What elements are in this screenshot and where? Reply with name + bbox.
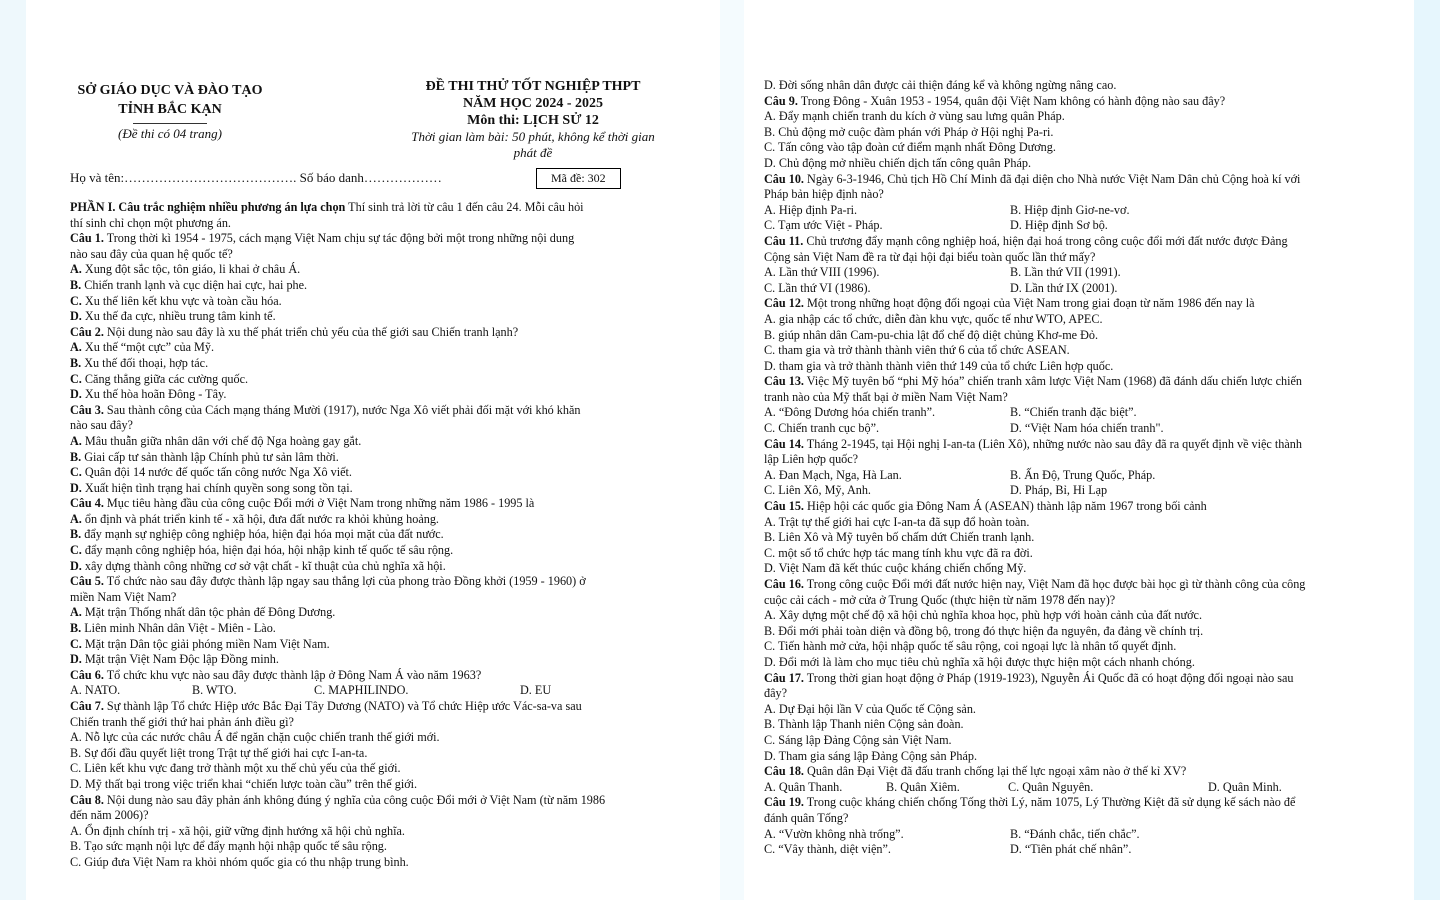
text-line <box>70 621 710 637</box>
question-label: B. <box>70 527 82 542</box>
question-text: B. Thành lập Thanh niên Cộng sản đoàn. <box>764 717 964 732</box>
question-label: Câu 14. <box>764 436 804 451</box>
text-line <box>764 156 1404 172</box>
answer-option: D. “Tiên phát chế nhân”. <box>1010 842 1132 857</box>
question-label: Câu 1. <box>70 231 104 246</box>
text-line <box>764 671 1404 687</box>
question-label: Câu 9. <box>764 93 798 108</box>
question-text: A. Trật tự thế giới hai cực I-an-ta đã sụp đổ hoàn toàn. <box>764 514 1030 529</box>
text-line <box>70 855 710 871</box>
question-text: D. Tham gia sáng lập Đảng Cộng sản Pháp. <box>764 748 978 763</box>
question-label: C. <box>70 636 82 651</box>
text-line <box>764 94 1404 110</box>
question-text: miền Nam Việt Nam? <box>70 589 177 604</box>
answer-option: D. Hiệp định Sơ bộ. <box>1010 218 1108 233</box>
question-text: Quân đội 14 nước đế quốc tấn công nước Nga Xô viết. <box>81 465 352 480</box>
text-line <box>70 746 710 762</box>
text-line <box>70 668 710 684</box>
question-text: Trong thời kì 1954 - 1975, cách mạng Việt Nam chịu sự tác động bởi một trong những nội dung <box>103 231 575 246</box>
text-line <box>70 481 710 497</box>
question-text: Sự thành lập Tổ chức Hiệp ước Bắc Đại Tây Dương (NATO) và Tổ chức Hiệp ước Vác-sa-va sau <box>103 699 582 713</box>
question-label: B. <box>70 449 82 464</box>
question-text: C. một số tổ chức hợp tác mang tính khu vực đã ra đời. <box>764 545 1033 560</box>
subject: Môn thi: LỊCH SỬ 12 <box>467 113 599 128</box>
question-text: B. giúp nhân dân Cam-pu-chia lật đổ chế độ diệt chủng Khơ-me Đỏ. <box>764 327 1099 342</box>
question-text: B. Liên Xô và Mỹ tuyên bố chấm dứt Chiến tranh lạnh. <box>764 530 1035 545</box>
question-label: Câu 15. <box>764 499 804 514</box>
question-label: A. <box>70 340 82 355</box>
question-text: ổn định và phát triển kinh tế - xã hội, đưa đất nước ra khỏi khủng hoảng. <box>81 511 439 526</box>
question-text: Mục tiêu hàng đầu của công cuộc Đổi mới ở Việt Nam trong những năm 1986 - 1995 là <box>103 496 535 511</box>
question-label: A. <box>70 433 82 448</box>
question-text: Ngày 6-3-1946, Chủ tịch Hồ Chí Minh đã đại diện cho Nhà nước Việt Nam Dân chủ Cộng hoà kí với <box>803 171 1301 186</box>
answer-option: B. Ấn Độ, Trung Quốc, Pháp. <box>1010 467 1156 482</box>
question-label: Câu 17. <box>764 670 804 685</box>
exam-header <box>70 78 710 196</box>
text-line <box>764 717 1404 733</box>
question-text: Xu thế đối thoại, hợp tác. <box>81 355 209 370</box>
question-label: Câu 16. <box>764 577 804 591</box>
question-text: A. Nỗ lực của các nước châu Á để ngăn chặn cuộc chiến tranh thế giới mới. <box>70 730 440 745</box>
answer-option: A. Hiệp định Pa-ri. <box>764 202 858 217</box>
text-line <box>764 546 1404 562</box>
question-text: Chủ trương đẩy mạnh công nghiệp hoá, hiện đại hoá trong công cuộc đổi mới đất nước được Đảng <box>803 233 1288 248</box>
text-line <box>764 686 1404 702</box>
question-label: Câu 2. <box>70 324 104 339</box>
question-label: C. <box>70 293 82 308</box>
answer-option: A. “Đông Dương hóa chiến tranh”. <box>764 405 936 420</box>
question-text: Pháp bản hiệp định nào? <box>764 187 884 202</box>
page-gutter <box>720 0 744 900</box>
answer-option: B. “Chiến tranh đặc biệt”. <box>1010 405 1137 420</box>
text-line <box>764 218 1404 234</box>
text-line <box>70 418 710 434</box>
question-label: D. <box>70 480 82 495</box>
question-text: B. Đổi mới phải toàn diện và đồng bộ, trong đó thực hiện đa nguyên, đa đảng về chính trị. <box>764 623 1204 638</box>
question-text: Thí sinh trả lời từ câu 1 đến câu 24. Mỗi câu hỏi <box>345 200 584 214</box>
text-line <box>764 374 1404 390</box>
question-text: Xu thế “một cực” của Mỹ. <box>81 340 215 355</box>
text-line <box>70 309 710 325</box>
question-text: Mặt trận Dân tộc giải phóng miền Nam Việt Nam. <box>81 636 330 651</box>
text-line <box>70 590 710 606</box>
question-label: Câu 6. <box>70 667 104 682</box>
answer-option: B. “Đánh chắc, tiến chắc”. <box>1010 826 1140 841</box>
text-line <box>70 403 710 419</box>
question-label: B. <box>70 277 82 292</box>
text-line <box>70 761 710 777</box>
question-text: Xung đột sắc tộc, tôn giáo, li khai ở châu Á. <box>81 262 301 277</box>
answer-option: C. Lần thứ VI (1986). <box>764 280 871 295</box>
answer-option: B. Hiệp định Giơ-ne-vơ. <box>1010 202 1130 217</box>
text-line <box>764 250 1404 266</box>
question-text: Mặt trận Thống nhất dân tộc phản đế Đông Dương. <box>81 605 336 620</box>
text-line <box>764 452 1404 468</box>
answer-option: A. “Vườn không nhà trống”. <box>764 826 904 841</box>
question-text: Một trong những hoạt động đối ngoại của Việt Nam trong giai đoạn từ năm 1986 đến nay là <box>803 296 1255 311</box>
answer-option: C. Tạm ước Việt - Pháp. <box>764 218 883 233</box>
text-line <box>70 496 710 512</box>
text-line <box>764 187 1404 203</box>
answer-option: D. EU <box>520 683 552 698</box>
text-line <box>70 372 710 388</box>
candidate-info-row: Họ và tên:…………………………………. Số báo danh……………… <box>70 170 442 185</box>
text-line <box>70 278 710 294</box>
text-line <box>764 733 1404 749</box>
text-line <box>70 715 710 731</box>
question-text: lập Liên hợp quốc? <box>764 452 859 467</box>
text-line <box>764 795 1404 811</box>
question-label: Câu 11. <box>764 233 804 248</box>
question-label: A. <box>70 262 82 277</box>
question-text: tranh nào của Mỹ thất bại ở miền Nam Việt Nam? <box>764 389 1008 404</box>
answer-option: B. WTO. <box>192 683 237 698</box>
question-label: Câu 10. <box>764 171 804 186</box>
question-text: đánh quân Tống? <box>764 810 849 825</box>
answer-option: D. Pháp, Bỉ, Hi Lạp <box>1010 483 1108 498</box>
question-label: A. <box>70 605 82 620</box>
text-line <box>70 839 710 855</box>
text-line <box>764 702 1404 718</box>
question-text: cuộc cải cách - mở cửa ở Trung Quốc (thực hiện từ năm 1978 đến nay)? <box>764 592 1116 607</box>
text-line <box>764 593 1404 609</box>
question-label: A. <box>70 511 82 526</box>
text-line <box>764 780 1404 796</box>
text-line <box>764 265 1404 281</box>
question-text: C. Tấn công vào tập đoàn cứ điểm mạnh nhất Đông Dương. <box>764 140 1056 155</box>
question-text: Chiến tranh thế giới thứ hai phản ánh điều gì? <box>70 714 294 729</box>
text-line <box>764 827 1404 843</box>
question-text: C. Giúp đưa Việt Nam ra khỏi nhóm quốc gia có thu nhập trung bình. <box>70 854 409 869</box>
text-line <box>70 730 710 746</box>
text-line <box>70 434 710 450</box>
text-line <box>764 328 1404 344</box>
province-name: TỈNH BẮC KẠN <box>118 102 222 117</box>
question-text: Xu thế liên kết khu vực và toàn cầu hóa. <box>81 293 282 308</box>
text-line <box>70 777 710 793</box>
question-label: C. <box>70 465 82 480</box>
questions-right-column <box>764 78 1404 858</box>
text-line <box>70 512 710 528</box>
text-line <box>764 390 1404 406</box>
exam-title-block <box>388 78 678 161</box>
text-line <box>764 624 1404 640</box>
question-text: A. Ổn định chính trị - xã hội, giữ vững định hướng xã hội chủ nghĩa. <box>70 823 405 838</box>
question-text: D. Chủ động mở nhiều chiến dịch tấn công quân Pháp. <box>764 155 1032 170</box>
school-year: NĂM HỌC 2024 - 2025 <box>463 96 603 111</box>
text-line <box>70 356 710 372</box>
text-line <box>764 530 1404 546</box>
text-line <box>764 608 1404 624</box>
answer-option: C. Quân Nguyên. <box>1008 779 1094 794</box>
question-text: nào sau đây? <box>70 418 133 433</box>
answer-option: D. Quân Minh. <box>1208 779 1282 794</box>
question-text: Nội dung nào sau đây là xu thế phát triển chủ yếu của thế giới sau Chiến tranh lạnh? <box>103 324 519 339</box>
question-text: Tháng 2-1945, tại Hội nghị I-an-ta (Liên Xô), những nước nào sau đây đã ra quyết định về việc thành <box>803 436 1302 451</box>
text-line <box>70 262 710 278</box>
text-line <box>764 811 1404 827</box>
exam-title: ĐỀ THI THỬ TỐT NGHIỆP THPT <box>425 79 641 94</box>
text-line <box>764 140 1404 156</box>
text-line <box>764 655 1404 671</box>
question-text: đến năm 2006)? <box>70 808 149 823</box>
answer-option: A. Lần thứ VIII (1996). <box>764 265 880 280</box>
question-text: Nội dung nào sau đây phản ánh không đúng ý nghĩa của công cuộc Đổi mới ở Việt Nam (từ năm 1986 <box>103 792 606 807</box>
answer-option: D. Lần thứ IX (2001). <box>1010 280 1118 295</box>
question-text: C. Liên kết khu vực đang trở thành một xu thế chủ yếu của thế giới. <box>70 761 401 776</box>
answer-option: A. NATO. <box>70 683 121 698</box>
question-text: Xuất hiện tình trạng hai chính quyền song song tồn tại. <box>81 480 353 495</box>
question-text: Trong cuộc kháng chiến chống Tống thời Lý, năm 1075, Lý Thường Kiệt đã sử dụng kế sách nào để <box>803 795 1296 810</box>
question-text: A. gia nhập các tổ chức, diễn đàn khu vực, quốc tế như WTO, APEC. <box>764 311 1103 326</box>
text-line <box>764 172 1404 188</box>
question-label: Câu 13. <box>764 374 804 389</box>
answer-option: D. “Việt Nam hóa chiến tranh". <box>1010 421 1164 436</box>
question-label: Câu 19. <box>764 795 804 810</box>
text-line <box>764 421 1404 437</box>
question-text: Mặt trận Việt Nam Độc lập Đồng minh. <box>81 652 279 667</box>
question-label: PHẦN I. Câu trắc nghiệm nhiều phương án lựa chọn <box>70 200 346 214</box>
question-label: D. <box>70 387 82 402</box>
text-line <box>764 296 1404 312</box>
answer-option: C. MAPHILINDO. <box>314 683 409 698</box>
question-label: B. <box>70 621 82 636</box>
question-text: A. Xây dựng một chế độ xã hội chủ nghĩa khoa học, phù hợp với hoàn cảnh của đất nước. <box>764 608 1203 623</box>
question-text: Tổ chức khu vực nào sau đây được thành lập ở Đông Nam Á vào năm 1963? <box>103 667 482 682</box>
question-text: D. tham gia và trở thành thành viên thứ 149 của tổ chức Liên hợp quốc. <box>764 358 1114 373</box>
answer-option: A. Đan Mạch, Nga, Hà Lan. <box>764 467 902 482</box>
question-label: Câu 18. <box>764 764 804 779</box>
question-text: Trong công cuộc Đổi mới đất nước hiện nay, Việt Nam đã học được bài học gì từ thành công của công <box>803 577 1306 591</box>
question-text: D. Đời sống nhân dân được cải thiện đáng kể và không ngừng nâng cao. <box>764 78 1117 92</box>
text-line <box>764 577 1404 593</box>
question-text: A. Đẩy mạnh chiến tranh du kích ở vùng sau lưng quân Pháp. <box>764 109 1065 124</box>
question-label: B. <box>70 355 82 370</box>
question-label: D. <box>70 558 82 573</box>
question-text: Tổ chức nào sau đây được thành lập ngay sau thắng lợi của phong trào Đồng khởi (1959 - 1960) ở <box>103 574 586 589</box>
question-text: A. Dự Đại hội lần V của Quốc tế Cộng sản. <box>764 701 976 716</box>
question-label: Câu 12. <box>764 296 804 311</box>
question-text: Sau thành công của Cách mạng tháng Mười (1917), nước Nga Xô viết phải đối mặt với khó khăn <box>103 402 581 417</box>
text-line <box>764 359 1404 375</box>
text-line <box>70 808 710 824</box>
text-line <box>764 468 1404 484</box>
question-text: Giai cấp tư sản thành lập Chính phủ tư sản lâm thời. <box>81 449 339 464</box>
question-text: D. Mỹ thất bại trong việc triển khai “chiến lược toàn cầu” trên thế giới. <box>70 776 418 791</box>
text-line <box>764 78 1404 94</box>
question-label: Câu 5. <box>70 574 104 589</box>
question-text: Liên minh Nhân dân Việt - Miên - Lào. <box>81 621 276 636</box>
question-text: Xu thế đa cực, nhiều trung tâm kinh tế. <box>81 309 276 324</box>
question-text: C. Tiến hành mở cửa, hội nhập quốc tế sâu rộng, coi ngoại lực là nhân tố quyết định. <box>764 639 1177 654</box>
text-line <box>70 793 710 809</box>
answer-option: C. Chiến tranh cục bộ”. <box>764 421 880 436</box>
question-text: Mâu thuẫn giữa nhân dân với chế độ Nga hoàng gay gắt. <box>81 433 362 448</box>
text-line <box>70 450 710 466</box>
text-line <box>70 216 710 232</box>
question-text: C. tham gia và trở thành thành viên thứ 6 của tổ chức ASEAN. <box>764 343 1070 358</box>
text-line <box>70 527 710 543</box>
department-name: SỞ GIÁO DỤC VÀ ĐÀO TẠO <box>77 83 263 98</box>
viewer-background-left <box>0 0 26 900</box>
question-label: C. <box>70 543 82 558</box>
text-line <box>70 605 710 621</box>
text-line <box>70 325 710 341</box>
question-label: Câu 7. <box>70 699 104 713</box>
text-line <box>70 294 710 310</box>
text-line <box>764 437 1404 453</box>
question-label: Câu 3. <box>70 402 104 417</box>
viewer-background-right <box>1414 0 1440 900</box>
text-line <box>70 683 710 699</box>
answer-option: C. “Vây thành, diệt viện”. <box>764 842 891 857</box>
text-line <box>764 749 1404 765</box>
question-text: Chiến tranh lạnh và cục diện hai cực, hai phe. <box>81 277 308 292</box>
text-line <box>764 515 1404 531</box>
text-line <box>764 312 1404 328</box>
text-line <box>764 405 1404 421</box>
question-label: C. <box>70 371 82 386</box>
text-line <box>70 231 710 247</box>
question-label: D. <box>70 652 82 667</box>
question-text: xây dựng thành công những cơ sở vật chất - kĩ thuật của chủ nghĩa xã hội. <box>81 558 446 573</box>
question-text: Hiệp hội các quốc gia Đông Nam Á (ASEAN) thành lập năm 1967 trong bối cảnh <box>803 499 1207 514</box>
question-text: Quân dân Đại Việt đã đấu tranh chống lại thế lực ngoại xâm nào ở thế kỉ XV? <box>803 764 1187 779</box>
text-line <box>764 281 1404 297</box>
page-count-note: (Đề thi có 04 trang) <box>118 126 222 141</box>
text-line <box>70 637 710 653</box>
question-text: Cộng sản Việt Nam đề ra từ đại hội đại biểu toàn quốc lần thứ mấy? <box>764 249 1096 264</box>
text-line <box>70 247 710 263</box>
question-text: C. Sáng lập Đảng Cộng sản Việt Nam. <box>764 732 952 747</box>
question-text: D. Việt Nam đã kết thúc cuộc kháng chiến chống Mỹ. <box>764 561 1027 576</box>
answer-option: B. Lần thứ VII (1991). <box>1010 265 1121 280</box>
text-line <box>764 639 1404 655</box>
question-text: B. Chủ động mở cuộc đàm phán với Pháp ở Hội nghị Pa-ri. <box>764 124 1054 139</box>
exam-page-left <box>26 0 720 900</box>
text-line <box>70 465 710 481</box>
text-line <box>764 764 1404 780</box>
text-line <box>70 543 710 559</box>
department-heading <box>70 81 270 142</box>
question-text: D. Đổi mới là làm cho mục tiêu chủ nghĩa xã hội được thực hiện một cách nhanh chóng. <box>764 654 1195 669</box>
question-text: đẩy mạnh sự nghiệp công nghiệp hóa, hiện đại hóa mọi mặt của đất nước. <box>81 527 444 542</box>
question-text: Việc Mỹ tuyên bố “phi Mỹ hóa” chiến tranh xâm lược Việt Nam (1968) đã đánh dấu chiến lược chiến <box>803 374 1302 389</box>
question-text: thí sinh chỉ chọn một phương án. <box>70 215 231 230</box>
text-line <box>70 387 710 403</box>
text-line <box>764 343 1404 359</box>
question-text: Căng thẳng giữa các cường quốc. <box>81 371 249 386</box>
time-limit: Thời gian làm bài: 50 phút, không kể thời gian <box>411 129 655 144</box>
text-line <box>764 109 1404 125</box>
text-line <box>70 824 710 840</box>
text-line <box>764 561 1404 577</box>
text-line <box>70 699 710 715</box>
question-label: Câu 8. <box>70 792 104 807</box>
text-line <box>764 483 1404 499</box>
question-text: B. Sự đối đầu quyết liệt trong Trật tự thế giới hai cực I-an-ta. <box>70 745 368 760</box>
answer-option: B. Quân Xiêm. <box>886 779 960 794</box>
time-limit-cont: phát đề <box>513 145 553 160</box>
answer-option: A. Quân Thanh. <box>764 779 843 794</box>
text-line <box>70 574 710 590</box>
text-line <box>70 200 710 216</box>
heading-underline <box>133 123 207 124</box>
questions-left-column <box>70 200 710 871</box>
text-line <box>70 652 710 668</box>
question-text: đây? <box>764 686 788 701</box>
question-text: Trong thời gian hoạt động ở Pháp (1919-1923), Nguyễn Ái Quốc đã có hoạt động đối ngoại nào sau <box>803 670 1294 685</box>
text-line <box>764 234 1404 250</box>
exam-code-box: Mã đề: 302 <box>536 168 621 189</box>
question-label: D. <box>70 309 82 324</box>
text-line <box>70 559 710 575</box>
text-line <box>764 842 1404 858</box>
exam-page-right <box>744 0 1414 900</box>
question-text: đẩy mạnh công nghiệp hóa, hiện đại hóa, hội nhập kinh tế quốc tế sâu rộng. <box>81 543 454 558</box>
question-text: Trong Đông - Xuân 1953 - 1954, quân đội Việt Nam không có hành động nào sau đây? <box>797 93 1226 108</box>
text-line <box>764 125 1404 141</box>
question-text: nào sau đây của quan hệ quốc tế? <box>70 246 233 261</box>
question-text: Xu thế hòa hoãn Đông - Tây. <box>81 387 227 402</box>
question-text: B. Tạo sức mạnh nội lực để đẩy mạnh hội nhập quốc tế sâu rộng. <box>70 839 387 854</box>
text-line <box>764 203 1404 219</box>
question-label: Câu 4. <box>70 496 104 511</box>
answer-option: C. Liên Xô, Mỹ, Anh. <box>764 483 871 498</box>
text-line <box>764 499 1404 515</box>
text-line <box>70 340 710 356</box>
